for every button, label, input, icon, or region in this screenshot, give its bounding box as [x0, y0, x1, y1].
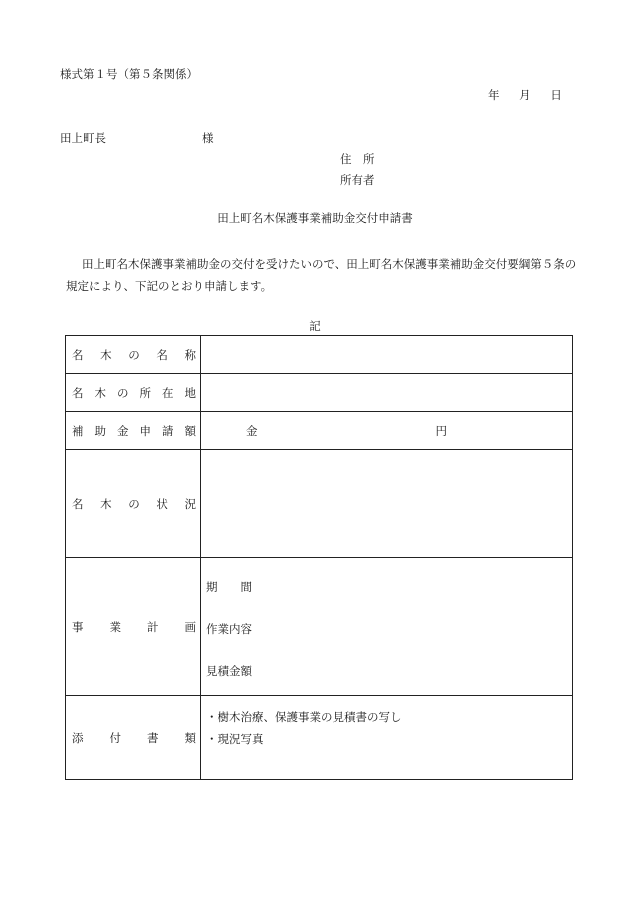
table-row-tree-location [66, 374, 573, 412]
plan-estimate-label: 見積金額 [206, 663, 252, 678]
project-plan-field[interactable] [201, 558, 573, 696]
document-title: 田上町名木保護事業補助金交付申請書 [217, 211, 413, 225]
day-label: 日 [550, 88, 562, 102]
tree-condition-field[interactable] [201, 450, 573, 558]
addressee-label: 田上町長 [60, 131, 106, 145]
tree-name-label-cell [66, 336, 201, 374]
subsidy-amount-field[interactable] [201, 412, 573, 450]
tree-name-field[interactable] [201, 336, 573, 374]
table-row-attachments [66, 696, 573, 780]
attachments-field[interactable] [201, 696, 573, 780]
table-row-project-plan [66, 558, 573, 696]
address-label: 住 所 [340, 152, 375, 166]
tree-condition-label: 名 木 の 状 況 [72, 496, 196, 511]
date-line [488, 87, 562, 103]
owner-label: 所有者 [340, 173, 375, 187]
tree-name-label: 名 木 の 名 称 [72, 347, 196, 362]
table-row-tree-name [66, 336, 573, 374]
project-plan-label-cell [66, 558, 201, 696]
tree-location-label-cell [66, 374, 201, 412]
attachments-label: 添 付 書 類 [72, 730, 196, 745]
attachment-item-estimate: ・樹木治療、保護事業の見積書の写し [206, 710, 402, 724]
tree-location-label: 名 木 の 所 在 地 [72, 385, 196, 400]
table-row-tree-condition [66, 450, 573, 558]
form-number: 様式第１号（第５条関係） [60, 67, 198, 81]
attachment-item-photo: ・現況写真 [206, 732, 264, 746]
tree-location-field[interactable] [201, 374, 573, 412]
addressee-honorific: 様 [202, 131, 214, 145]
ki-label: 記 [309, 319, 321, 333]
application-table [65, 335, 573, 780]
plan-work-content-label: 作業内容 [206, 621, 252, 636]
attachments-label-cell [66, 696, 201, 780]
month-label: 月 [519, 88, 531, 102]
tree-condition-label-cell [66, 450, 201, 558]
subsidy-amount-label-cell [66, 412, 201, 450]
amount-prefix: 金 [246, 423, 258, 438]
body-text: 田上町名木保護事業補助金の交付を受けたいので、田上町名木保護事業補助金交付要綱第５条の規定により、下記のとおり申請します。 [66, 257, 577, 293]
plan-period-label: 期 間 [206, 579, 252, 594]
project-plan-label: 事 業 計 画 [72, 619, 196, 634]
subsidy-amount-label: 補 助 金 申 請 額 [72, 423, 196, 438]
amount-suffix: 円 [435, 423, 447, 438]
table-row-subsidy-amount [66, 412, 573, 450]
year-label: 年 [488, 88, 500, 102]
